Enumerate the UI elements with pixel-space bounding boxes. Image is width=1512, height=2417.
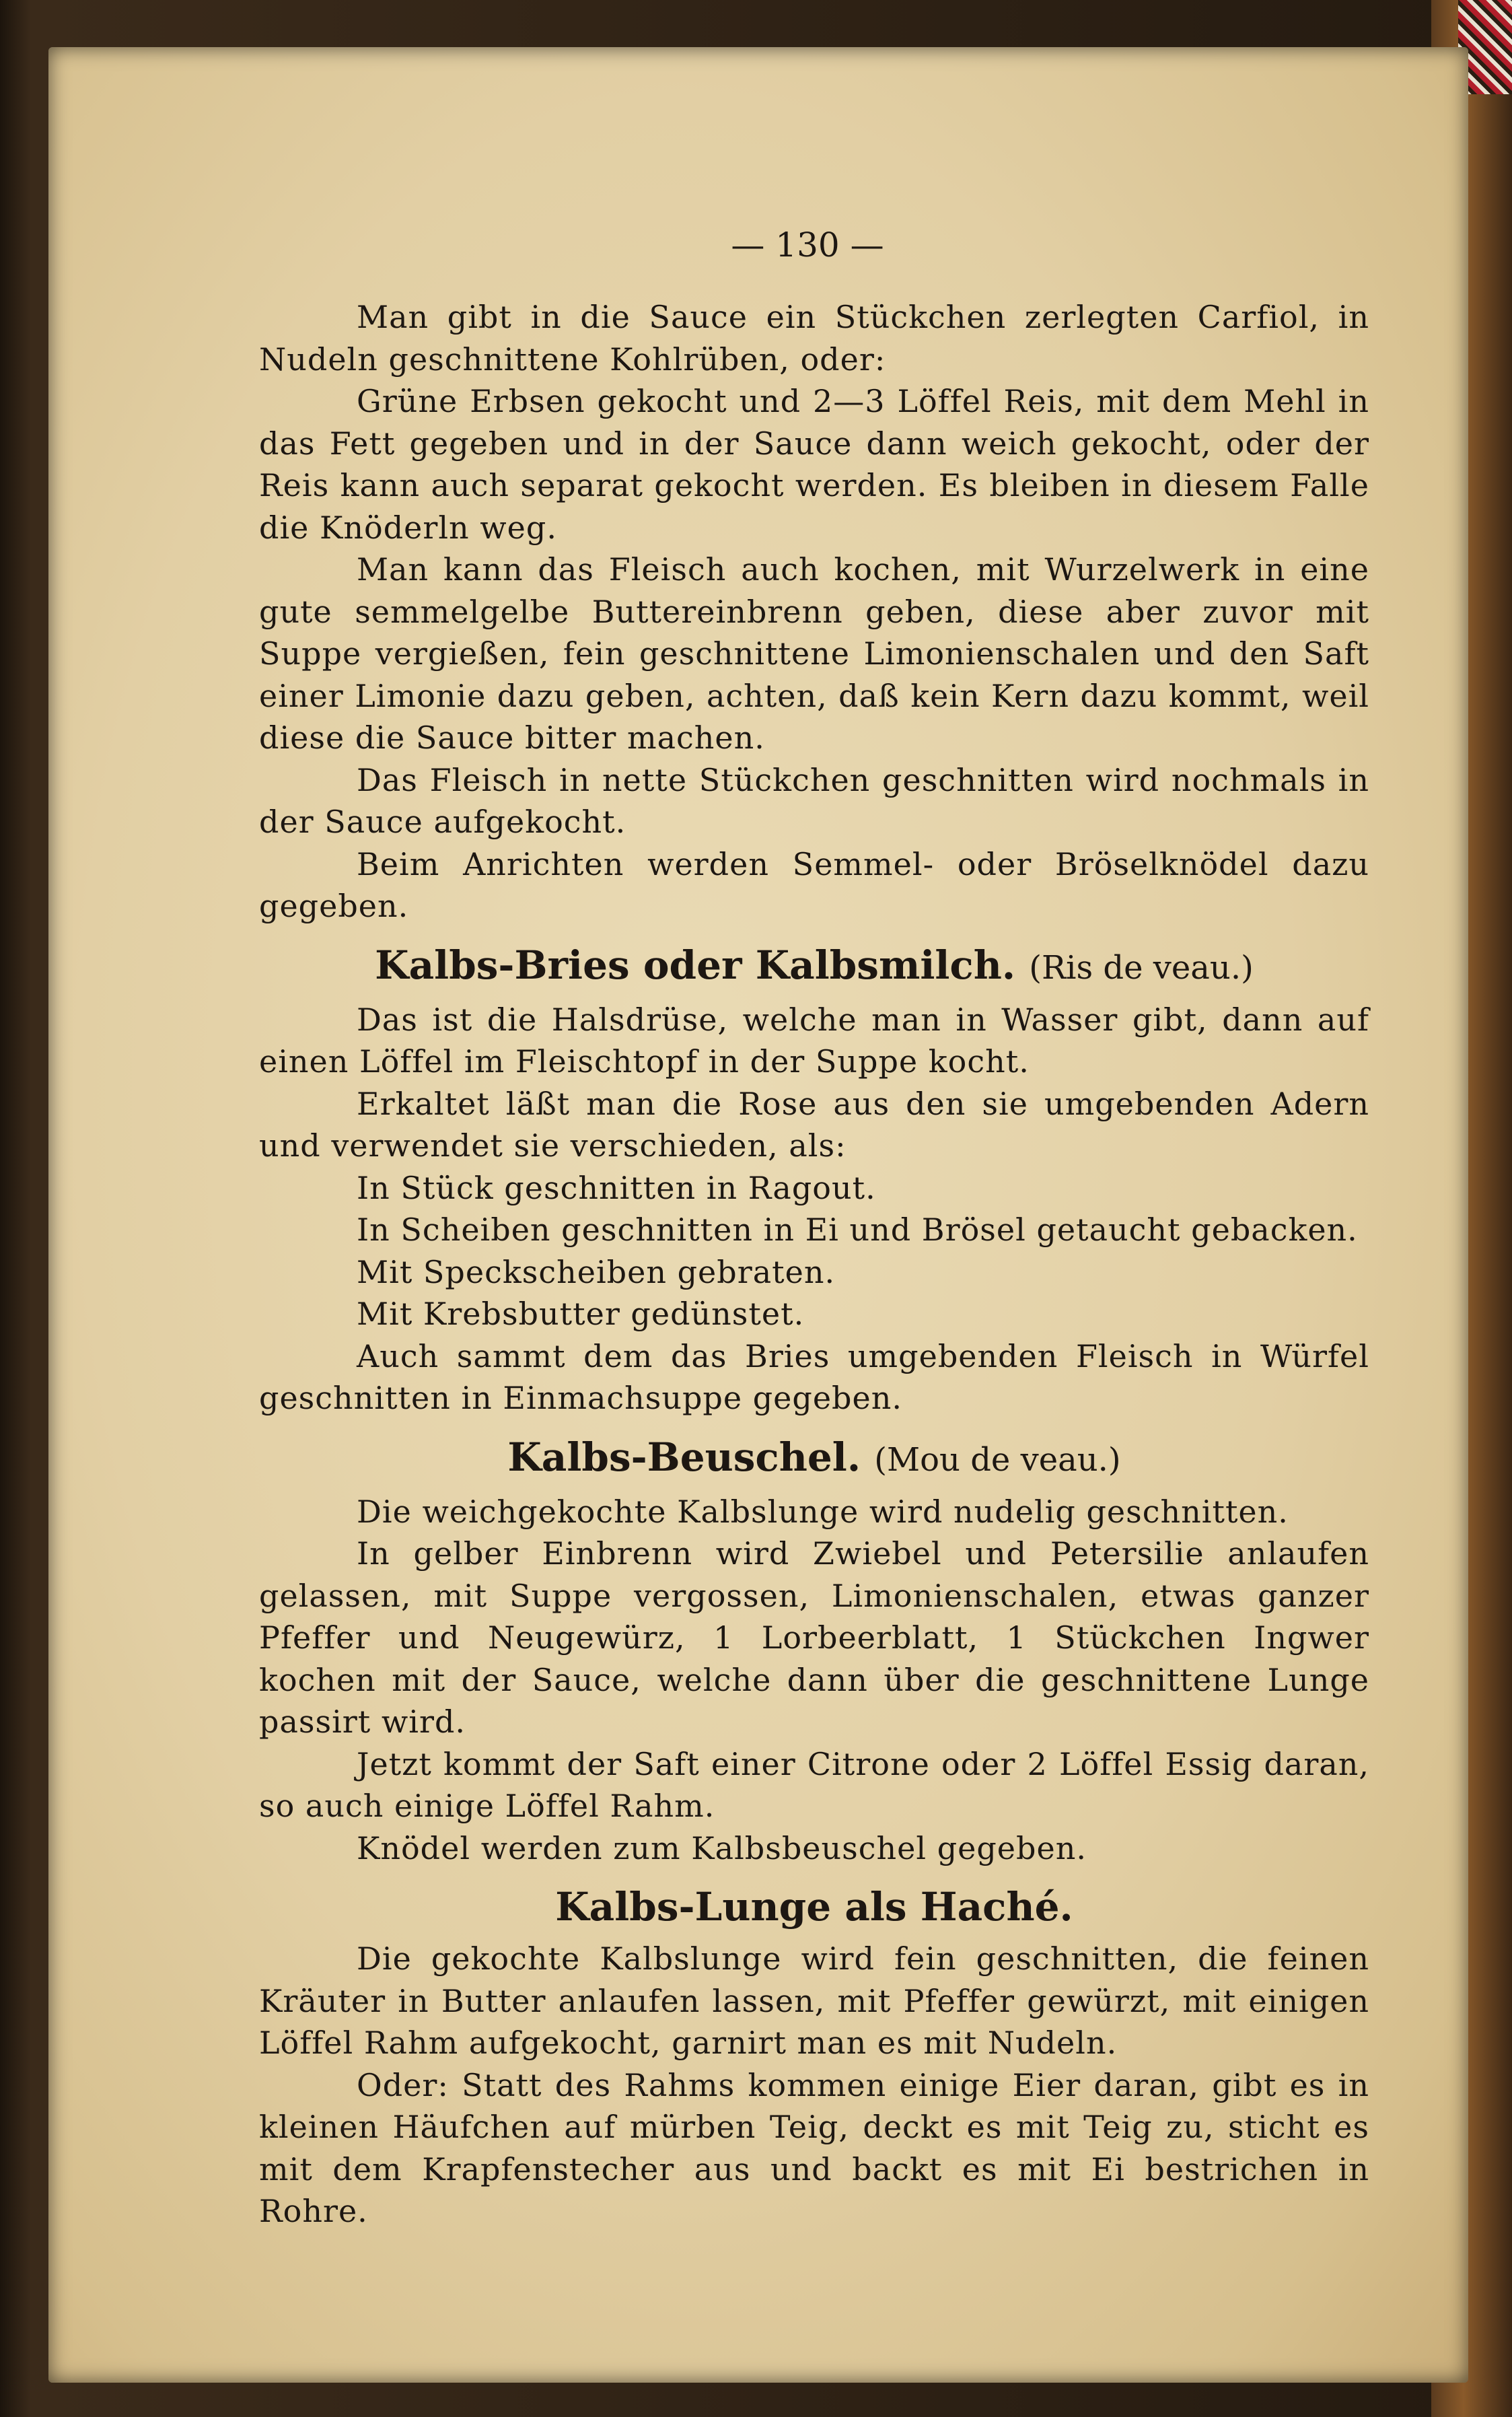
- paragraph: Knödel werden zum Kalbsbeuschel gegeben.: [357, 1829, 1087, 1866]
- paragraph: Das Fleisch in nette Stückchen geschnitten wird nochmals in der Sauce aufgekocht.: [259, 761, 1369, 840]
- section-heading: [259, 1432, 1369, 1485]
- paragraph: Mit Krebsbutter gedünstet.: [357, 1296, 805, 1332]
- paragraph: Man gibt in die Sauce ein Stückchen zerlegten Carfiol, in Nudeln geschnittene Kohlrüben, oder:: [259, 299, 1369, 378]
- paragraph: In gelber Einbrenn wird Zwiebel und Petersilie anlaufen gelassen, mit Suppe vergossen, Limonienschalen, etwas ganzer Pfeffer und Neugewürz, 1 Lorbeerblatt, 1 Stückchen Ingwer kochen mit der Sauce, welche dann über die geschnittene Lunge passirt wird.: [259, 1535, 1369, 1740]
- paragraph: In Scheiben geschnitten in Ei und Brösel getaucht gebacken.: [357, 1212, 1358, 1248]
- paragraph: Beim Anrichten werden Semmel- oder Bröselknödel dazu gegeben.: [259, 845, 1369, 924]
- paragraph: Mit Speckscheiben gebraten.: [357, 1253, 836, 1290]
- page-text: [259, 222, 1369, 2233]
- heading-title: Kalbs-Lunge als Haché.: [555, 1884, 1073, 1930]
- heading-french: (Ris de veau.): [1029, 948, 1254, 987]
- paragraph: Die gekochte Kalbslunge wird fein geschnitten, die feinen Kräuter in Butter anlaufen lassen, mit Pfeffer gewürzt, mit einigen Löffel Rahm aufgekocht, garnirt man es mit Nudeln.: [259, 1940, 1369, 2061]
- heading-title: Kalbs-Bries oder Kalbsmilch.: [375, 942, 1016, 988]
- paragraph: Man kann das Fleisch auch kochen, mit Wurzelwerk in eine gute semmelgelbe Buttereinbrenn geben, diese aber zuvor mit Suppe vergießen, fein geschnittene Limonienschalen und den Saft einer Limonie dazu geben, achten, daß kein Kern dazu kommt, weil diese die Sauce bitter machen.: [259, 551, 1369, 756]
- paragraph: Das ist die Halsdrüse, welche man in Wasser gibt, dann auf einen Löffel im Fleischtopf in der Suppe kocht.: [259, 1001, 1369, 1080]
- heading-title: Kalbs-Beuschel.: [507, 1434, 861, 1480]
- paragraph: Die weichgekochte Kalbslunge wird nudelig geschnitten.: [357, 1493, 1289, 1530]
- heading-french: (Mou de veau.): [874, 1440, 1121, 1479]
- paragraph: Erkaltet läßt man die Rose aus den sie umgebenden Adern und verwendet sie verschieden, als:: [259, 1085, 1369, 1164]
- paragraph: Jetzt kommt der Saft einer Citrone oder 2 Löffel Essig daran, so auch einige Löffel Rahm.: [259, 1745, 1369, 1824]
- paragraph: In Stück geschnitten in Ragout.: [357, 1169, 876, 1206]
- paragraph: Grüne Erbsen gekocht und 2—3 Löffel Reis, mit dem Mehl in das Fett gegeben und in der Sauce dann weich gekocht, oder der Reis kann auch separat gekocht werden. Es bleiben in diesem Falle die Knöderln weg.: [259, 383, 1369, 546]
- paragraph: Oder: Statt des Rahms kommen einige Eier daran, gibt es in kleinen Häufchen auf mürben Teig, deckt es mit Teig zu, sticht es mit dem Krapfenstecher aus und backt es mit Ei bestrichen in Rohre.: [259, 2066, 1369, 2229]
- section-heading: [259, 1881, 1369, 1932]
- page-number: — 130 —: [731, 225, 884, 265]
- paragraph: Auch sammt dem das Bries umgebenden Fleisch in Würfel geschnitten in Einmachsuppe gegeben.: [259, 1337, 1369, 1416]
- section-heading: [259, 940, 1369, 993]
